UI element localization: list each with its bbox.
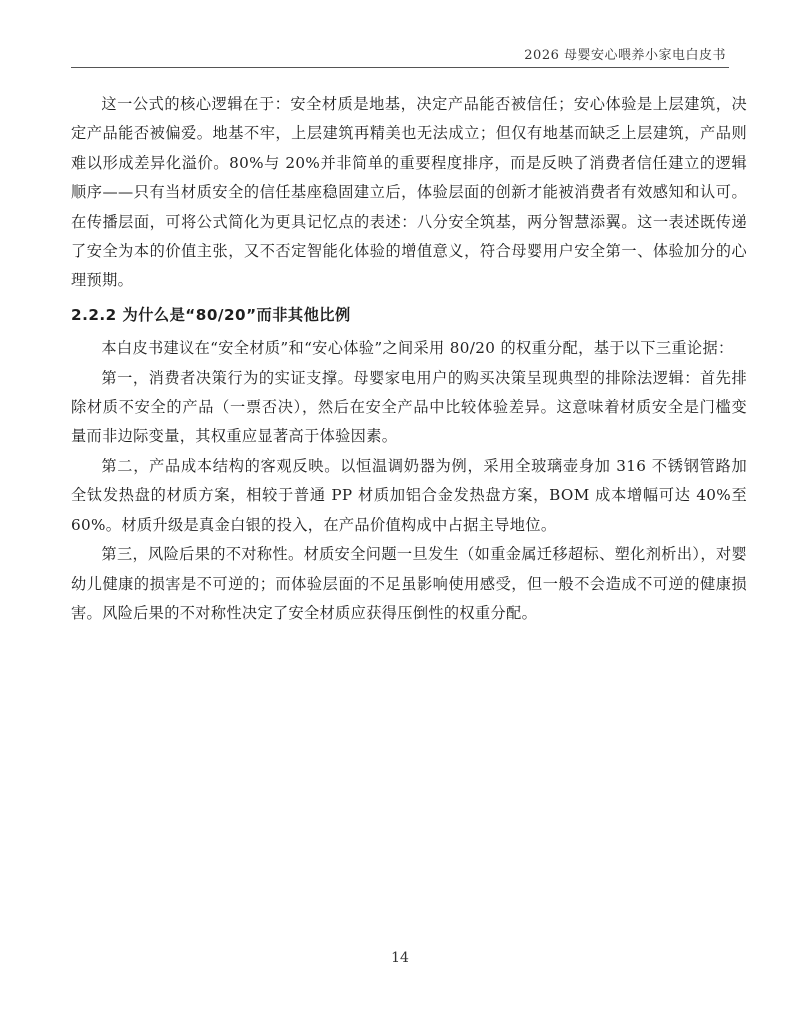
section-heading: 2.2.2 为什么是“80/20”而非其他比例 <box>71 305 351 324</box>
header-divider <box>71 67 729 68</box>
running-header: 2026 母婴安心喂养小家电白皮书 <box>524 48 726 63</box>
page-number: 14 <box>391 950 409 966</box>
paragraph-argument-second: 第二，产品成本结构的客观反映。以恒温调奶器为例，采用全玻璃壶身加 316 不锈钢管路加全钛发热盘的材质方案，相较于普通 PP 材质加铝合金发热盘方案，BOM 成本增幅可达 40%至 60%。材质升级是真金白银的投入，在产品价值构成中占据主导地位。 <box>71 456 747 534</box>
paragraph-argument-first: 第一，消费者决策行为的实证支撑。母婴家电用户的购买决策呈现典型的排除法逻辑：首先排除材质不安全的产品（一票否决），然后在安全产品中比较体验差异。这意味着材质安全是门槛变量而非边际变量，其权重应显著高于体验因素。 <box>71 368 747 446</box>
paragraph-formula-logic: 这一公式的核心逻辑在于：安全材质是地基，决定产品能否被信任；安心体验是上层建筑，决定产品能否被偏爱。地基不牢，上层建筑再精美也无法成立；但仅有地基而缺乏上层建筑，产品则难以形成差异化溢价。80%与 20%并非简单的重要程度排序，而是反映了消费者信任建立的逻辑顺序——只有当材质安全的信任基座稳固建立后，体验层面的创新才能被消费者有效感知和认可。在传播层面，可将公式简化为更具记忆点的表述：八分安全筑基，两分智慧添翼。这一表述既传递了安全为本的价值主张，又不否定智能化体验的增值意义，符合母婴用户安全第一、体验加分的心理预期。 <box>71 95 747 290</box>
paragraph-weight-proposal: 本白皮书建议在“安全材质”和“安心体验”之间采用 80/20 的权重分配，基于以下三重论据： <box>101 339 734 358</box>
body-text <box>71 90 747 628</box>
paragraph-argument-third: 第三，风险后果的不对称性。材质安全问题一旦发生（如重金属迁移超标、塑化剂析出），对婴幼儿健康的损害是不可逆的；而体验层面的不足虽影响使用感受，但一般不会造成不可逆的健康损害。风险后果的不对称性决定了安全材质应获得压倒性的权重分配。 <box>71 545 747 622</box>
